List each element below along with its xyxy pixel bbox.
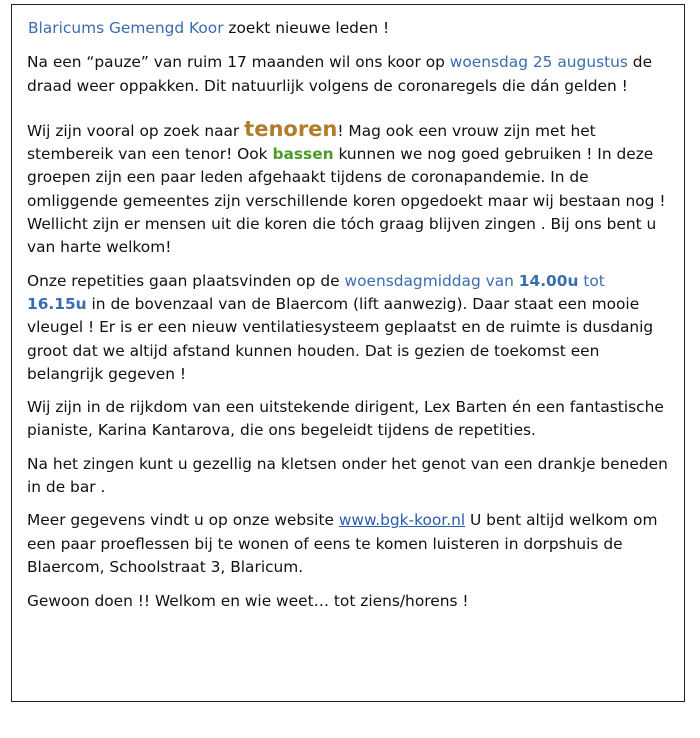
heading-line: [27, 17, 672, 40]
paragraph-rehearsals: [27, 270, 672, 386]
text-span: ! Mag ook een vrouw zijn met het stembereik van een tenor! Ook: [27, 121, 596, 164]
paragraph-website: [27, 509, 672, 579]
start-time: 14.00u: [518, 271, 579, 290]
document-body: [27, 17, 672, 614]
text-span: U bent altijd welkom om een paar proeflessen bij te wonen of eens te komen luisteren in dorpshuis de Blaercom, Schoolstraat 3, Blaricum.: [27, 511, 658, 576]
website-link[interactable]: www.bgk-koor.nl: [338, 511, 466, 530]
paragraph-bar: Na het zingen kunt u gezellig na kletsen onder het genot van een drankje beneden in de bar .: [27, 454, 668, 497]
paragraph-restart: [27, 51, 672, 98]
text-span: Wij zijn vooral op zoek naar: [27, 121, 245, 140]
heading-rest: zoekt nieuwe leden !: [223, 19, 390, 37]
end-time: 16.15u: [27, 294, 87, 313]
text-span: kunnen we nog goed gebruiken ! In deze groepen zijn een paar leden afgehaakt tijdens de coronapandemie. In de omliggende gemeentes zijn verschillende koren opgedoekt maar wij bestaan nog ! Wellicht zijn er mensen uit die koren die tóch graag blijven zingen . Bij ons bent u van harte welkom!: [27, 145, 666, 257]
choir-name: Blaricums Gemengd Koor: [28, 19, 224, 37]
text-span: de draad weer oppakken. Dit natuurlijk volgens de coronaregels die dán gelden !: [27, 53, 653, 95]
paragraph-closing: Gewoon doen !! Welkom en wie weet… tot ziens/horens !: [27, 592, 469, 611]
text-span: Onze repetities gaan plaatsvinden op de: [27, 271, 345, 290]
paragraph-voices: [27, 118, 672, 260]
tenoren-highlight: tenoren: [244, 116, 338, 141]
document-frame: [11, 4, 685, 702]
restart-date: woensdag 25 augustus: [449, 53, 628, 72]
bassen-highlight: bassen: [272, 145, 334, 164]
text-span: Na een “pauze” van ruim 17 maanden wil ons koor op: [27, 53, 450, 72]
paragraph-conductor: Wij zijn in de rijkdom van een uitstekende dirigent, Lex Barten én een fantastische pianiste, Karina Kantarova, die ons begeleidt tijdens de repetities.: [27, 398, 664, 440]
tot-word: tot: [578, 271, 605, 290]
rehearsal-day: woensdagmiddag van: [344, 271, 519, 290]
text-span: in de bovenzaal van de Blaercom (lift aanwezig). Daar staat een mooie vleugel ! Er is er een nieuw ventilatiesysteem geplaatst en de ruimte is dusdanig groot dat we altijd afstand kunnen houden. Dat is gezien de toekomst een belangrijk gegeven !: [27, 294, 654, 383]
text-span: Meer gegevens vindt u op onze website: [27, 511, 339, 530]
